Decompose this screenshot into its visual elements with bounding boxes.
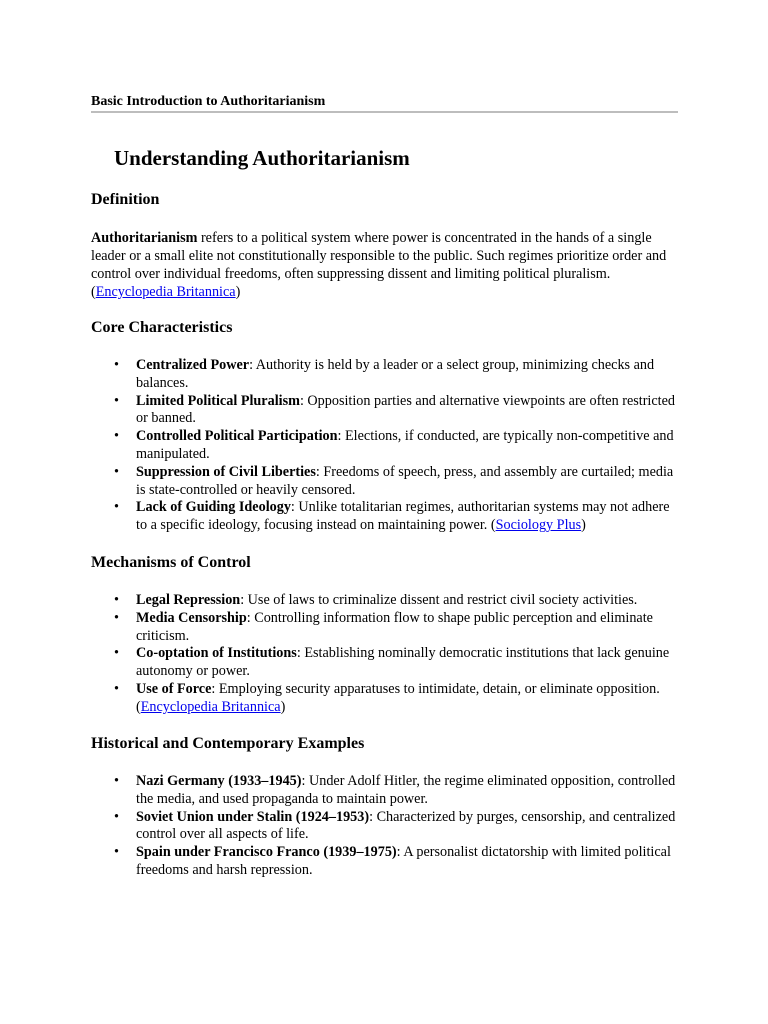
- item-term: Soviet Union under Stalin (1924–1953): [136, 808, 370, 825]
- item-term: Lack of Guiding Ideology: [136, 499, 291, 516]
- definition-term: Authoritarianism: [91, 230, 198, 246]
- document-header: [91, 94, 678, 113]
- item-text: : Opposition parties and alternative viewpoints are often restricted or banned.: [136, 392, 675, 427]
- bullet-icon: •: [114, 773, 119, 789]
- item-term: Co-optation of Institutions: [136, 645, 297, 662]
- item-source-link[interactable]: Sociology Plus: [495, 517, 582, 534]
- definition-source-link[interactable]: Encyclopedia Britannica: [95, 284, 236, 300]
- bullet-icon: •: [114, 645, 119, 662]
- list-item: [91, 773, 681, 809]
- list-item: [91, 499, 681, 535]
- bullet-icon: •: [114, 592, 119, 608]
- item-text: : Freedoms of speech, press, and assembly are curtailed; media is state-controlled or heavily censored.: [136, 463, 674, 498]
- list-item: [91, 844, 681, 880]
- item-text: : Controlling information flow to shape public perception and eliminate criticism.: [136, 609, 653, 644]
- item-term: Suppression of Civil Liberties: [136, 463, 316, 480]
- item-text: : Elections, if conducted, are typically non-competitive and manipulated.: [136, 428, 674, 462]
- definition-paragraph: [91, 229, 671, 301]
- item-source-link[interactable]: Encyclopedia Britannica: [140, 698, 281, 715]
- bullet-icon: •: [114, 357, 119, 373]
- bullet-icon: •: [114, 609, 119, 626]
- item-text: : Authority is held by a leader or a select group, minimizing checks and balances.: [136, 357, 655, 391]
- list-item: [91, 428, 681, 464]
- list-item: [91, 464, 681, 500]
- definition-text: refers to a political system where power is concentrated in the hands of a single leader or a small elite not constitutionally responsible to the public. Such regimes prioritize order and control over individual freedoms, often suppressing dissent and limiting political pluralism. (: [91, 230, 667, 300]
- item-term: Controlled Political Participation: [136, 428, 338, 445]
- item-text: : Establishing nominally democratic institutions that lack genuine autonomy or power.: [136, 645, 670, 680]
- document-header-title: Basic Introduction to Authoritarianism: [91, 94, 326, 109]
- bullet-icon: •: [114, 392, 119, 409]
- list-item: [91, 592, 681, 610]
- list-item: [91, 681, 681, 717]
- mechanisms-list: [91, 592, 681, 717]
- item-text: : Employing security apparatuses to intimidate, detain, or eliminate opposition. (: [136, 680, 660, 715]
- core-characteristics-list: [91, 357, 681, 535]
- list-item: [91, 357, 681, 393]
- list-item: [91, 393, 681, 429]
- item-term: Nazi Germany (1933–1945): [136, 773, 302, 789]
- mechanisms-heading: Mechanisms of Control: [91, 554, 251, 571]
- item-text: : Unlike totalitarian regimes, authoritarian systems may not adhere to a specific ideology, focusing instead on maintaining power. (: [136, 499, 670, 534]
- item-close: ): [581, 517, 586, 534]
- item-term: Limited Political Pluralism: [136, 392, 300, 409]
- definition-close: ): [235, 284, 241, 300]
- examples-heading: Historical and Contemporary Examples: [91, 735, 365, 752]
- bullet-icon: •: [114, 680, 119, 697]
- list-item: [91, 610, 681, 646]
- list-item: [91, 809, 681, 845]
- bullet-icon: •: [114, 428, 119, 445]
- item-term: Spain under Francisco Franco (1939–1975): [136, 844, 397, 861]
- item-text: : Characterized by purges, censorship, and centralized control over all aspects of life.: [136, 808, 676, 843]
- bullet-icon: •: [114, 499, 119, 516]
- page-title: Understanding Authoritarianism: [114, 146, 410, 170]
- item-text: : Under Adolf Hitler, the regime eliminated opposition, controlled the media, and used propaganda to maintain power.: [136, 773, 676, 807]
- item-term: Centralized Power: [136, 357, 250, 373]
- list-item: [91, 645, 681, 681]
- item-close: ): [280, 698, 286, 715]
- item-term: Use of Force: [136, 680, 212, 697]
- item-term: Legal Repression: [136, 592, 241, 608]
- item-text: : Use of laws to criminalize dissent and restrict civil society activities.: [240, 592, 638, 608]
- core-characteristics-heading: Core Characteristics: [91, 319, 233, 336]
- definition-heading: Definition: [91, 191, 160, 208]
- examples-list: [91, 773, 681, 880]
- bullet-icon: •: [114, 463, 119, 480]
- item-text: : A personalist dictatorship with limited political freedoms and harsh repression.: [136, 844, 671, 878]
- bullet-icon: •: [114, 808, 119, 825]
- bullet-icon: •: [114, 844, 119, 861]
- item-term: Media Censorship: [136, 609, 247, 626]
